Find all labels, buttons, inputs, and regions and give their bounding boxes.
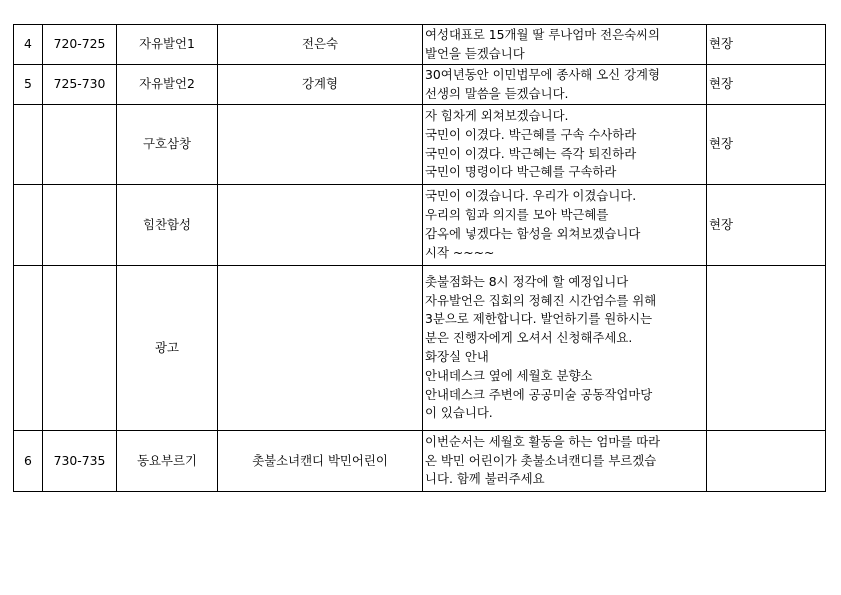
speaker-cell: 전은숙 <box>218 25 423 65</box>
order-number-cell: 6 <box>14 431 43 492</box>
location-cell: 현장 <box>707 25 826 65</box>
time-cell <box>43 105 117 185</box>
time-cell: 720-725 <box>43 25 117 65</box>
table-row <box>14 266 826 431</box>
time-cell: 730-735 <box>43 431 117 492</box>
program-item-cell: 자유발언1 <box>117 25 218 65</box>
table-row <box>14 25 826 65</box>
description-cell: 30여년동안 이민법무에 종사해 오신 강계형 선생의 말씀을 듣겠습니다. <box>423 65 707 105</box>
time-cell <box>43 185 117 266</box>
program-item-cell: 구호삼창 <box>117 105 218 185</box>
location-cell <box>707 266 826 431</box>
program-item-cell: 광고 <box>117 266 218 431</box>
order-number-cell <box>14 266 43 431</box>
speaker-cell <box>218 105 423 185</box>
order-number-cell: 4 <box>14 25 43 65</box>
description-cell: 국민이 이겼습니다. 우리가 이겼습니다. 우리의 힘과 의지를 모아 박근혜를 감옥에 넣겠다는 함성을 외쳐보겠습니다 시작 ~~~~ <box>423 185 707 266</box>
time-cell <box>43 266 117 431</box>
speaker-cell: 강계형 <box>218 65 423 105</box>
description-cell: 여성대표로 15개월 딸 루나엄마 전은숙씨의 발언을 듣겠습니다 <box>423 25 707 65</box>
table-row <box>14 185 826 266</box>
program-item-cell: 힘찬함성 <box>117 185 218 266</box>
location-cell: 현장 <box>707 65 826 105</box>
table-row <box>14 431 826 492</box>
table-row <box>14 65 826 105</box>
order-number-cell: 5 <box>14 65 43 105</box>
description-cell: 자 힘차게 외쳐보겠습니다. 국민이 이겼다. 박근혜를 구속 수사하라 국민이 이겼다. 박근혜는 즉각 퇴진하라 국민이 명령이다 박근혜를 구속하라 <box>423 105 707 185</box>
description-cell: 이번순서는 세월호 활동을 하는 엄마를 따라 온 박민 어린이가 촛불소녀캔디를 부르겠습 니다. 함께 불러주세요 <box>423 431 707 492</box>
order-number-cell <box>14 185 43 266</box>
location-cell: 현장 <box>707 185 826 266</box>
speaker-cell: 촛불소녀캔디 박민어린이 <box>218 431 423 492</box>
location-cell: 현장 <box>707 105 826 185</box>
speaker-cell <box>218 185 423 266</box>
location-cell <box>707 431 826 492</box>
order-number-cell <box>14 105 43 185</box>
program-item-cell: 동요부르기 <box>117 431 218 492</box>
program-schedule-table <box>13 24 826 492</box>
description-cell: 촛불점화는 8시 정각에 할 예정입니다 자유발언은 집회의 정혜진 시간엄수를 위해 3분으로 제한합니다. 발언하기를 원하시는 분은 진행자에게 오셔서 신청해주세요. 화장실 안내 안내데스크 옆에 세월호 분향소 안내데스크 주변에 공공미술 공동작업마당 이 있습니다. <box>423 266 707 431</box>
speaker-cell <box>218 266 423 431</box>
table-row <box>14 105 826 185</box>
time-cell: 725-730 <box>43 65 117 105</box>
program-item-cell: 자유발언2 <box>117 65 218 105</box>
